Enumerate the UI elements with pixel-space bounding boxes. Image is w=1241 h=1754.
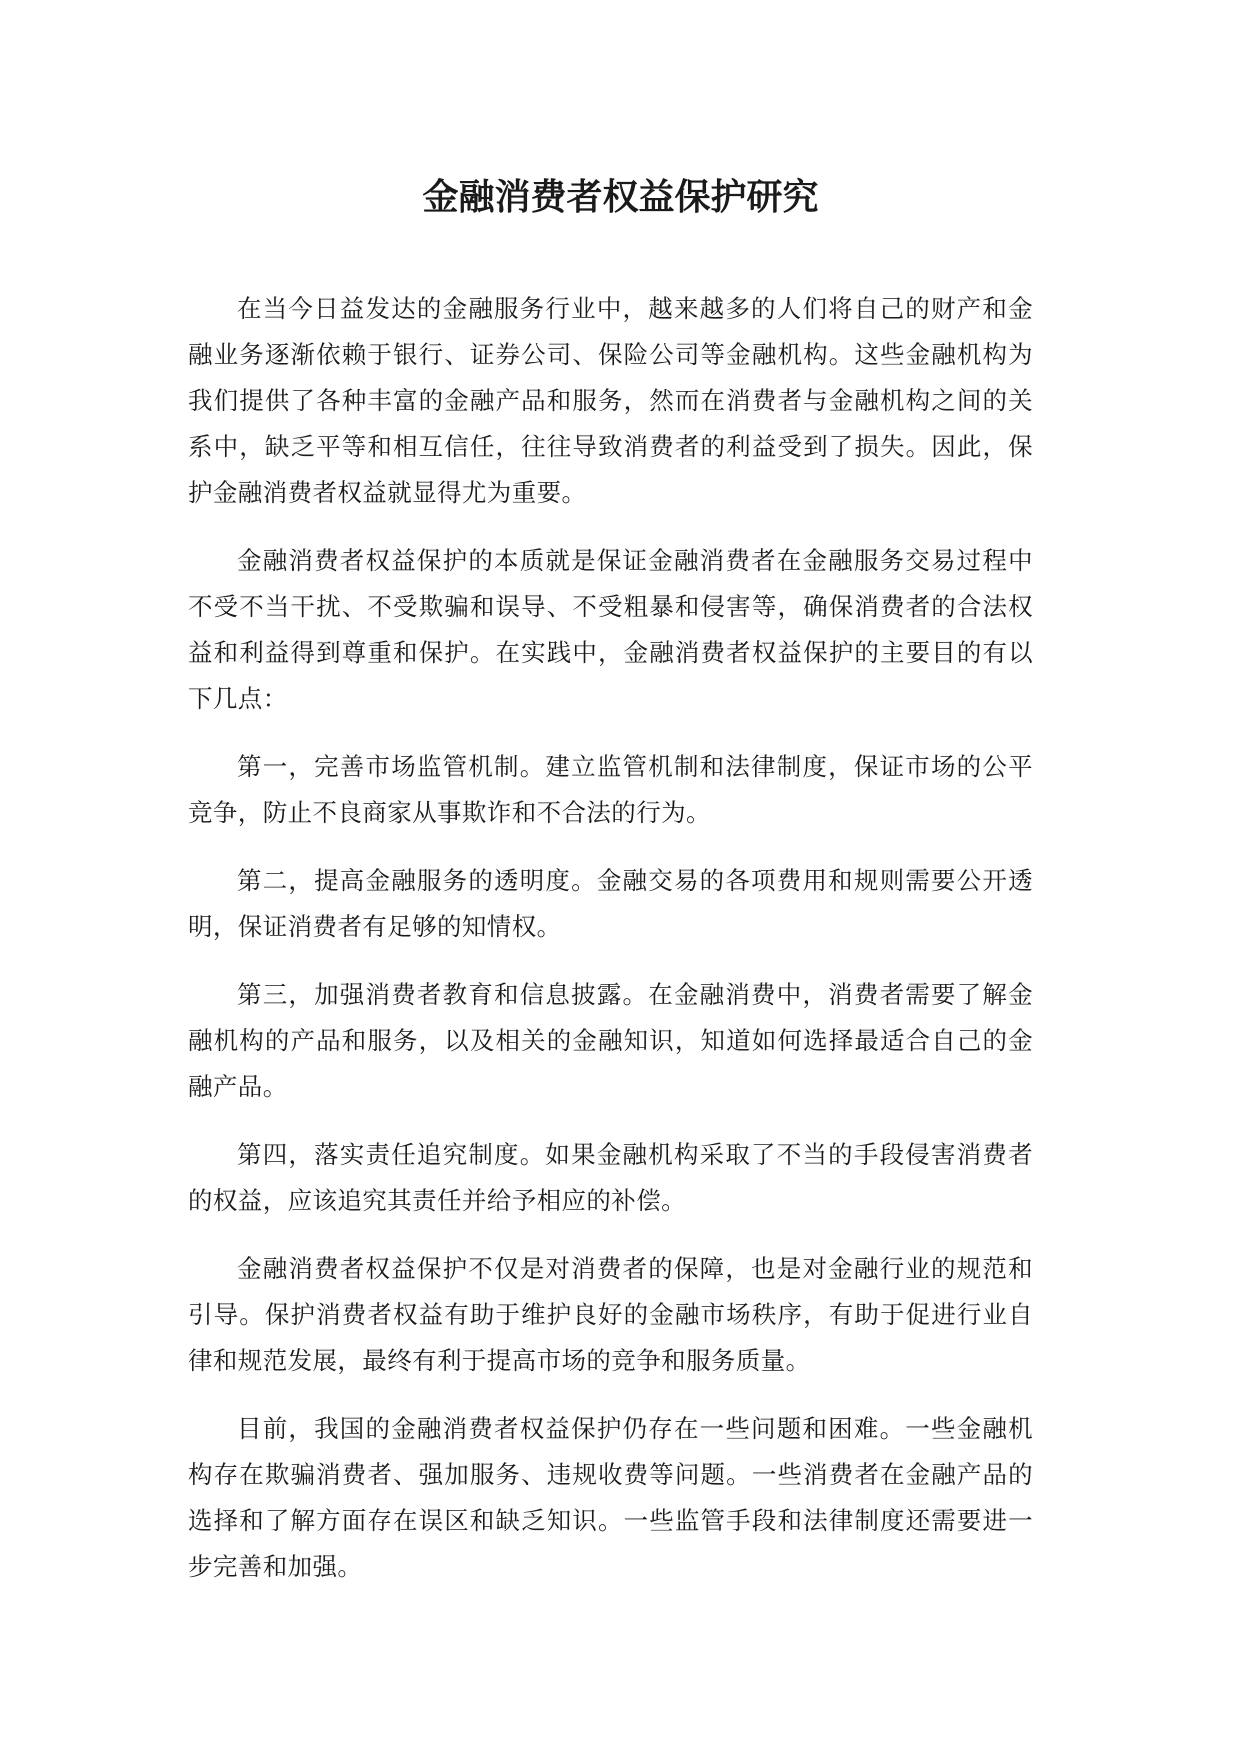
paragraph-point-two: 第二，提高金融服务的透明度。金融交易的各项费用和规则需要公开透明，保证消费者有足够的知情权。 (188, 866, 1033, 941)
paragraph-point-four: 第四，落实责任追究制度。如果金融机构采取了不当的手段侵害消费者的权益，应该追究其责任并给予相应的补偿。 (188, 1140, 1033, 1215)
paragraph-current-issues: 目前，我国的金融消费者权益保护仍存在一些问题和困难。一些金融机构存在欺骗消费者、强加服务、违规收费等问题。一些消费者在金融产品的选择和了解方面存在误区和缺乏知识。一些监管手段和法律制度还需要进一步完善和加强。 (188, 1414, 1033, 1581)
paragraph-point-three: 第三，加强消费者教育和信息披露。在金融消费中，消费者需要了解金融机构的产品和服务，以及相关的金融知识，知道如何选择最适合自己的金融产品。 (188, 980, 1033, 1101)
paragraph-point-one: 第一，完善市场监管机制。建立监管机制和法律制度，保证市场的公平竞争，防止不良商家从事欺诈和不合法的行为。 (188, 752, 1033, 827)
paragraph-intro: 在当今日益发达的金融服务行业中，越来越多的人们将自己的财产和金融业务逐渐依赖于银行、证券公司、保险公司等金融机构。这些金融机构为我们提供了各种丰富的金融产品和服务，然而在消费者与金融机构之间的关系中，缺乏平等和相互信任，往往导致消费者的利益受到了损失。因此，保护金融消费者权益就显得尤为重要。 (188, 294, 1033, 507)
paragraph-essence: 金融消费者权益保护的本质就是保证金融消费者在金融服务交易过程中不受不当干扰、不受欺骗和误导、不受粗暴和侵害等，确保消费者的合法权益和利益得到尊重和保护。在实践中，金融消费者权益保护的主要目的有以下几点： (188, 546, 1033, 713)
document-title: 金融消费者权益保护研究 (422, 177, 819, 218)
paragraph-significance: 金融消费者权益保护不仅是对消费者的保障，也是对金融行业的规范和引导。保护消费者权益有助于维护良好的金融市场秩序，有助于促进行业自律和规范发展，最终有利于提高市场的竞争和服务质量。 (188, 1254, 1033, 1375)
document-body (188, 286, 1033, 1612)
